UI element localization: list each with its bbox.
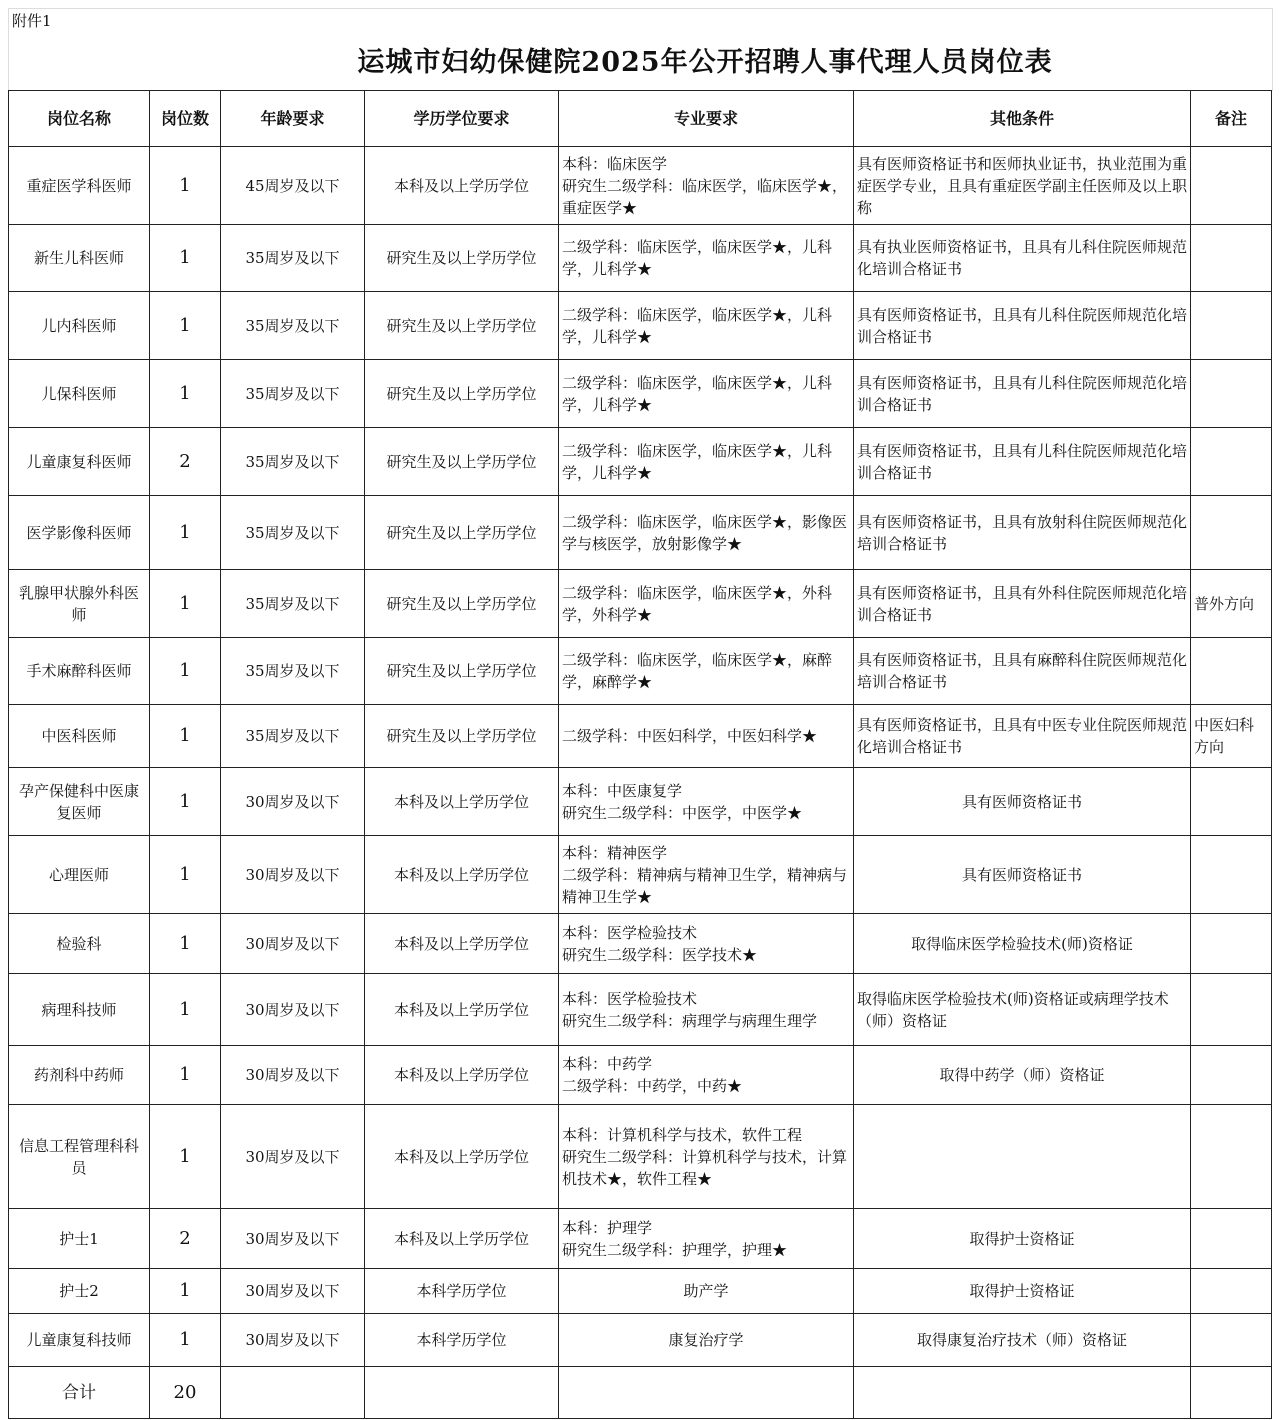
cell-other-conditions bbox=[854, 1105, 1191, 1209]
cell-education-requirement: 本科及以上学历学位 bbox=[365, 1209, 559, 1269]
cell-note bbox=[1191, 836, 1272, 914]
total-count: 20 bbox=[150, 1367, 221, 1419]
cell-major-requirement: 本科：精神医学 二级学科：精神病与精神卫生学，精神病与精神卫生学★ bbox=[559, 836, 854, 914]
cell-position-count: 1 bbox=[150, 360, 221, 428]
cell-position-name: 护士2 bbox=[9, 1269, 150, 1314]
cell-position-name: 病理科技师 bbox=[9, 974, 150, 1046]
header-other: 其他条件 bbox=[854, 91, 1191, 147]
cell-major-requirement: 助产学 bbox=[559, 1269, 854, 1314]
cell-education-requirement: 研究生及以上学历学位 bbox=[365, 360, 559, 428]
table-row bbox=[9, 147, 1272, 225]
cell-major-requirement: 本科：中医康复学 研究生二级学科：中医学，中医学★ bbox=[559, 768, 854, 836]
cell-position-count: 1 bbox=[150, 225, 221, 292]
header-education: 学历学位要求 bbox=[365, 91, 559, 147]
cell-education-requirement: 本科学历学位 bbox=[365, 1269, 559, 1314]
cell-other-conditions: 具有执业医师资格证书，且具有儿科住院医师规范化培训合格证书 bbox=[854, 225, 1191, 292]
cell-education-requirement: 本科及以上学历学位 bbox=[365, 768, 559, 836]
table-row bbox=[9, 1314, 1272, 1367]
cell-position-count: 1 bbox=[150, 292, 221, 360]
cell-position-count: 1 bbox=[150, 705, 221, 768]
cell-age-requirement: 30周岁及以下 bbox=[221, 1269, 365, 1314]
table-row bbox=[9, 768, 1272, 836]
cell-note bbox=[1191, 147, 1272, 225]
cell-major-requirement: 本科：医学检验技术 研究生二级学科：病理学与病理生理学 bbox=[559, 974, 854, 1046]
cell-age-requirement: 35周岁及以下 bbox=[221, 705, 365, 768]
cell-other-conditions: 取得护士资格证 bbox=[854, 1269, 1191, 1314]
cell-position-name: 重症医学科医师 bbox=[9, 147, 150, 225]
cell-age-requirement: 45周岁及以下 bbox=[221, 147, 365, 225]
cell-position-count: 2 bbox=[150, 428, 221, 496]
positions-table bbox=[8, 90, 1272, 1419]
cell-education-requirement: 本科及以上学历学位 bbox=[365, 914, 559, 974]
total-empty-cell bbox=[365, 1367, 559, 1419]
table-header-row bbox=[9, 91, 1272, 147]
cell-note bbox=[1191, 428, 1272, 496]
cell-education-requirement: 本科及以上学历学位 bbox=[365, 974, 559, 1046]
cell-note: 中医妇科方向 bbox=[1191, 705, 1272, 768]
cell-position-name: 儿内科医师 bbox=[9, 292, 150, 360]
cell-age-requirement: 30周岁及以下 bbox=[221, 836, 365, 914]
cell-age-requirement: 30周岁及以下 bbox=[221, 768, 365, 836]
cell-position-count: 1 bbox=[150, 914, 221, 974]
table-row bbox=[9, 570, 1272, 638]
cell-position-count: 1 bbox=[150, 1046, 221, 1105]
cell-other-conditions: 具有医师资格证书，且具有麻醉科住院医师规范化培训合格证书 bbox=[854, 638, 1191, 705]
cell-other-conditions: 具有医师资格证书，且具有儿科住院医师规范化培训合格证书 bbox=[854, 292, 1191, 360]
cell-age-requirement: 35周岁及以下 bbox=[221, 360, 365, 428]
cell-education-requirement: 研究生及以上学历学位 bbox=[365, 705, 559, 768]
cell-other-conditions: 取得康复治疗技术（师）资格证 bbox=[854, 1314, 1191, 1367]
cell-other-conditions: 取得临床医学检验技术(师)资格证或病理学技术（师）资格证 bbox=[854, 974, 1191, 1046]
cell-age-requirement: 35周岁及以下 bbox=[221, 292, 365, 360]
header-position-count: 岗位数 bbox=[150, 91, 221, 147]
cell-major-requirement: 二级学科：临床医学，临床医学★，儿科学，儿科学★ bbox=[559, 428, 854, 496]
cell-other-conditions: 具有医师资格证书，且具有儿科住院医师规范化培训合格证书 bbox=[854, 428, 1191, 496]
cell-other-conditions: 具有医师资格证书和医师执业证书，执业范围为重症医学专业，且具有重症医学副主任医师及以上职称 bbox=[854, 147, 1191, 225]
cell-position-name: 儿童康复科医师 bbox=[9, 428, 150, 496]
cell-note bbox=[1191, 914, 1272, 974]
cell-note bbox=[1191, 1209, 1272, 1269]
table-row bbox=[9, 360, 1272, 428]
cell-other-conditions: 取得护士资格证 bbox=[854, 1209, 1191, 1269]
header-major: 专业要求 bbox=[559, 91, 854, 147]
cell-education-requirement: 本科学历学位 bbox=[365, 1314, 559, 1367]
cell-note: 普外方向 bbox=[1191, 570, 1272, 638]
header-note: 备注 bbox=[1191, 91, 1272, 147]
cell-position-name: 中医科医师 bbox=[9, 705, 150, 768]
total-empty-cell bbox=[559, 1367, 854, 1419]
cell-position-count: 2 bbox=[150, 1209, 221, 1269]
table-row bbox=[9, 292, 1272, 360]
cell-position-count: 1 bbox=[150, 768, 221, 836]
cell-position-name: 新生儿科医师 bbox=[9, 225, 150, 292]
cell-note bbox=[1191, 638, 1272, 705]
total-row bbox=[9, 1367, 1272, 1419]
cell-position-name: 医学影像科医师 bbox=[9, 496, 150, 570]
cell-note bbox=[1191, 1105, 1272, 1209]
cell-note bbox=[1191, 1046, 1272, 1105]
cell-age-requirement: 30周岁及以下 bbox=[221, 914, 365, 974]
cell-other-conditions: 取得中药学（师）资格证 bbox=[854, 1046, 1191, 1105]
cell-position-count: 1 bbox=[150, 1105, 221, 1209]
table-row bbox=[9, 225, 1272, 292]
cell-age-requirement: 30周岁及以下 bbox=[221, 1314, 365, 1367]
cell-position-name: 药剂科中药师 bbox=[9, 1046, 150, 1105]
cell-education-requirement: 本科及以上学历学位 bbox=[365, 1046, 559, 1105]
page-title: 运城市妇幼保健院2025年公开招聘人事代理人员岗位表 bbox=[357, 47, 1053, 78]
cell-other-conditions: 具有医师资格证书，且具有儿科住院医师规范化培训合格证书 bbox=[854, 360, 1191, 428]
cell-other-conditions: 具有医师资格证书 bbox=[854, 768, 1191, 836]
cell-age-requirement: 35周岁及以下 bbox=[221, 638, 365, 705]
cell-position-name: 孕产保健科中医康复医师 bbox=[9, 768, 150, 836]
cell-age-requirement: 30周岁及以下 bbox=[221, 1209, 365, 1269]
cell-position-name: 信息工程管理科科员 bbox=[9, 1105, 150, 1209]
cell-position-name: 儿童康复科技师 bbox=[9, 1314, 150, 1367]
cell-position-name: 心理医师 bbox=[9, 836, 150, 914]
cell-other-conditions: 具有医师资格证书，且具有外科住院医师规范化培训合格证书 bbox=[854, 570, 1191, 638]
cell-major-requirement: 二级学科：临床医学，临床医学★，儿科学，儿科学★ bbox=[559, 225, 854, 292]
table-row bbox=[9, 638, 1272, 705]
cell-other-conditions: 具有医师资格证书 bbox=[854, 836, 1191, 914]
cell-other-conditions: 取得临床医学检验技术(师)资格证 bbox=[854, 914, 1191, 974]
table-row bbox=[9, 705, 1272, 768]
cell-education-requirement: 研究生及以上学历学位 bbox=[365, 428, 559, 496]
cell-position-count: 1 bbox=[150, 1314, 221, 1367]
cell-position-count: 1 bbox=[150, 974, 221, 1046]
attachment-label: 附件1 bbox=[12, 12, 52, 30]
cell-major-requirement: 康复治疗学 bbox=[559, 1314, 854, 1367]
cell-age-requirement: 30周岁及以下 bbox=[221, 974, 365, 1046]
total-empty-cell bbox=[1191, 1367, 1272, 1419]
cell-education-requirement: 研究生及以上学历学位 bbox=[365, 225, 559, 292]
cell-note bbox=[1191, 292, 1272, 360]
cell-major-requirement: 二级学科：中医妇科学，中医妇科学★ bbox=[559, 705, 854, 768]
cell-education-requirement: 研究生及以上学历学位 bbox=[365, 292, 559, 360]
cell-education-requirement: 本科及以上学历学位 bbox=[365, 147, 559, 225]
cell-position-count: 1 bbox=[150, 570, 221, 638]
cell-age-requirement: 35周岁及以下 bbox=[221, 225, 365, 292]
table-body bbox=[9, 147, 1272, 1419]
cell-age-requirement: 35周岁及以下 bbox=[221, 570, 365, 638]
cell-position-count: 1 bbox=[150, 638, 221, 705]
cell-major-requirement: 二级学科：临床医学，临床医学★，儿科学，儿科学★ bbox=[559, 292, 854, 360]
cell-note bbox=[1191, 974, 1272, 1046]
header-position-name: 岗位名称 bbox=[9, 91, 150, 147]
cell-note bbox=[1191, 1314, 1272, 1367]
total-label: 合计 bbox=[9, 1367, 150, 1419]
cell-other-conditions: 具有医师资格证书，且具有放射科住院医师规范化培训合格证书 bbox=[854, 496, 1191, 570]
cell-major-requirement: 二级学科：临床医学，临床医学★，麻醉学，麻醉学★ bbox=[559, 638, 854, 705]
table-row bbox=[9, 1105, 1272, 1209]
cell-age-requirement: 35周岁及以下 bbox=[221, 428, 365, 496]
cell-major-requirement: 本科：护理学 研究生二级学科：护理学，护理★ bbox=[559, 1209, 854, 1269]
cell-note bbox=[1191, 496, 1272, 570]
cell-age-requirement: 30周岁及以下 bbox=[221, 1105, 365, 1209]
cell-position-count: 1 bbox=[150, 1269, 221, 1314]
table-row bbox=[9, 496, 1272, 570]
table-row bbox=[9, 836, 1272, 914]
cell-major-requirement: 本科：临床医学 研究生二级学科：临床医学，临床医学★，重症医学★ bbox=[559, 147, 854, 225]
cell-other-conditions: 具有医师资格证书，且具有中医专业住院医师规范化培训合格证书 bbox=[854, 705, 1191, 768]
table-row bbox=[9, 1269, 1272, 1314]
cell-major-requirement: 本科：中药学 二级学科：中药学，中药★ bbox=[559, 1046, 854, 1105]
cell-major-requirement: 二级学科：临床医学，临床医学★，儿科学，儿科学★ bbox=[559, 360, 854, 428]
cell-position-count: 1 bbox=[150, 496, 221, 570]
cell-note bbox=[1191, 225, 1272, 292]
table-row bbox=[9, 428, 1272, 496]
cell-major-requirement: 本科：医学检验技术 研究生二级学科：医学技术★ bbox=[559, 914, 854, 974]
table-row bbox=[9, 1046, 1272, 1105]
cell-position-name: 手术麻醉科医师 bbox=[9, 638, 150, 705]
cell-position-count: 1 bbox=[150, 836, 221, 914]
cell-education-requirement: 研究生及以上学历学位 bbox=[365, 570, 559, 638]
cell-education-requirement: 本科及以上学历学位 bbox=[365, 1105, 559, 1209]
cell-position-count: 1 bbox=[150, 147, 221, 225]
total-empty-cell bbox=[221, 1367, 365, 1419]
table-row bbox=[9, 1209, 1272, 1269]
cell-position-name: 儿保科医师 bbox=[9, 360, 150, 428]
cell-note bbox=[1191, 1269, 1272, 1314]
header-age: 年龄要求 bbox=[221, 91, 365, 147]
cell-major-requirement: 二级学科：临床医学，临床医学★，影像医学与核医学，放射影像学★ bbox=[559, 496, 854, 570]
cell-major-requirement: 二级学科：临床医学，临床医学★，外科学，外科学★ bbox=[559, 570, 854, 638]
cell-note bbox=[1191, 360, 1272, 428]
cell-position-name: 检验科 bbox=[9, 914, 150, 974]
cell-position-name: 护士1 bbox=[9, 1209, 150, 1269]
cell-education-requirement: 研究生及以上学历学位 bbox=[365, 496, 559, 570]
table-row bbox=[9, 914, 1272, 974]
total-empty-cell bbox=[854, 1367, 1191, 1419]
cell-major-requirement: 本科：计算机科学与技术，软件工程 研究生二级学科：计算机科学与技术，计算机技术★，软件工程★ bbox=[559, 1105, 854, 1209]
cell-position-name: 乳腺甲状腺外科医师 bbox=[9, 570, 150, 638]
cell-education-requirement: 本科及以上学历学位 bbox=[365, 836, 559, 914]
cell-age-requirement: 30周岁及以下 bbox=[221, 1046, 365, 1105]
cell-note bbox=[1191, 768, 1272, 836]
table-row bbox=[9, 974, 1272, 1046]
cell-education-requirement: 研究生及以上学历学位 bbox=[365, 638, 559, 705]
cell-age-requirement: 35周岁及以下 bbox=[221, 496, 365, 570]
